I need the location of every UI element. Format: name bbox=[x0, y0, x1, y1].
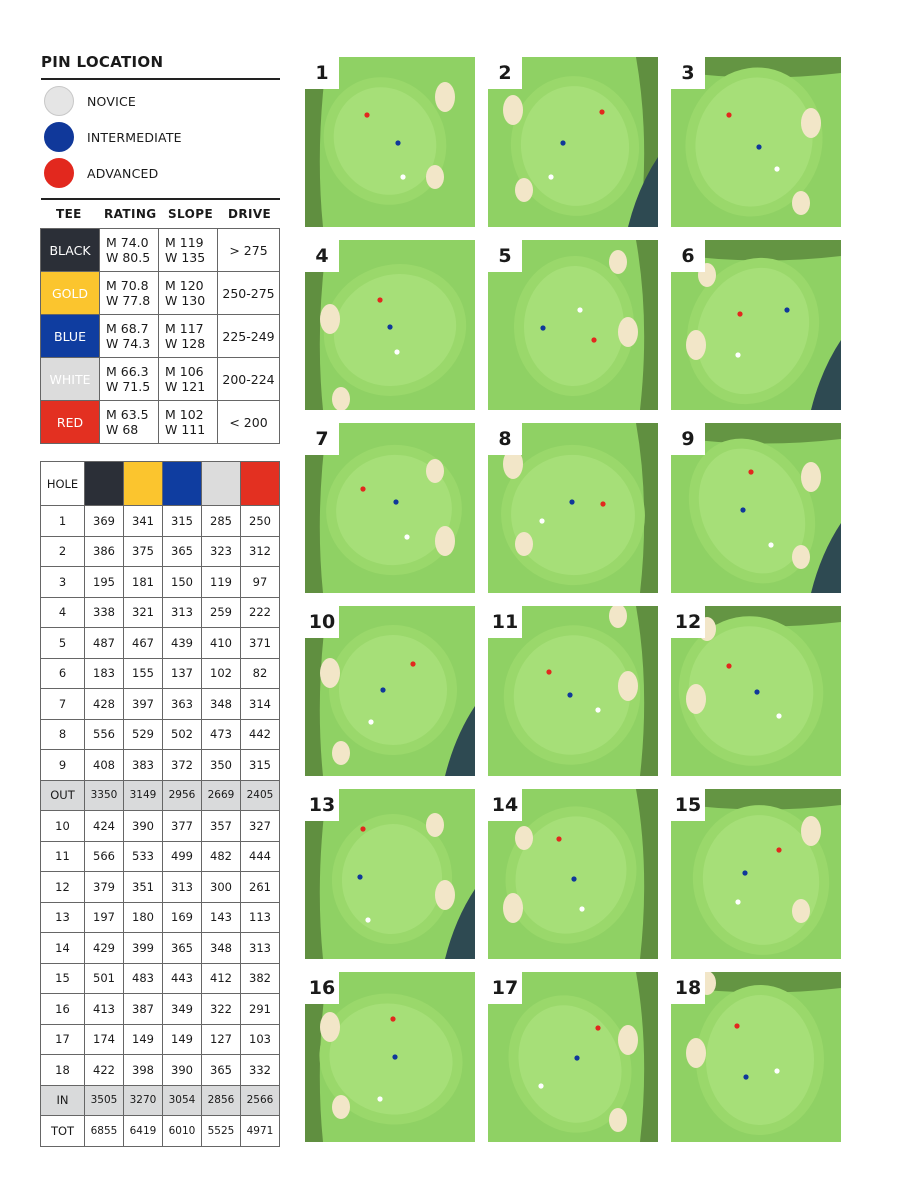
rating-header: RATING bbox=[104, 207, 157, 221]
pin-dot-icon bbox=[44, 158, 74, 188]
yardage-cell: 556 bbox=[85, 719, 124, 750]
hole-number-label: 17 bbox=[488, 972, 522, 1004]
yardage-cell: 377 bbox=[163, 811, 202, 842]
yardage-cell: 102 bbox=[202, 658, 241, 689]
slope-men: M 120 bbox=[165, 278, 204, 293]
yardage-cell: 332 bbox=[241, 1055, 280, 1086]
slope-men: M 117 bbox=[165, 321, 204, 336]
yardage-cell: 566 bbox=[85, 841, 124, 872]
yardage-cell: 261 bbox=[241, 872, 280, 903]
hole-number: 10 bbox=[41, 811, 85, 842]
rating-men: M 68.7 bbox=[106, 321, 149, 336]
rating-cell bbox=[100, 401, 159, 444]
pin-legend-label: INTERMEDIATE bbox=[87, 129, 182, 145]
yardage-cell: 3505 bbox=[85, 1085, 124, 1116]
yardage-cell: 315 bbox=[241, 750, 280, 781]
scorecard-row bbox=[41, 689, 280, 720]
yardage-cell: 315 bbox=[163, 506, 202, 537]
yardage-cell: 3350 bbox=[85, 780, 124, 811]
scorecard-row bbox=[41, 658, 280, 689]
hole-number-label: 12 bbox=[671, 606, 705, 638]
yardage-cell: 444 bbox=[241, 841, 280, 872]
yardage-cell: 375 bbox=[124, 536, 163, 567]
yardage-cell: 371 bbox=[241, 628, 280, 659]
yardage-cell: 149 bbox=[124, 1024, 163, 1055]
scorecard-row bbox=[41, 841, 280, 872]
hole-number-label: 16 bbox=[305, 972, 339, 1004]
rating-men: M 70.8 bbox=[106, 278, 149, 293]
hole-map bbox=[671, 789, 841, 959]
hole-number-label: 15 bbox=[671, 789, 705, 821]
rating-women: W 74.3 bbox=[106, 336, 151, 351]
yardage-cell: 323 bbox=[202, 536, 241, 567]
yardage-cell: 365 bbox=[163, 536, 202, 567]
scorecard-row bbox=[41, 1116, 280, 1147]
scorecard-row bbox=[41, 811, 280, 842]
slope-cell bbox=[159, 272, 218, 315]
hole-map bbox=[488, 789, 658, 959]
scorecard-row bbox=[41, 933, 280, 964]
hole-number-label: 18 bbox=[671, 972, 705, 1004]
hole-number-label: 9 bbox=[671, 423, 705, 455]
yardage-cell: 150 bbox=[163, 567, 202, 598]
tee-color-swatch bbox=[124, 462, 163, 506]
yardage-cell: 365 bbox=[163, 933, 202, 964]
tee-name: RED bbox=[41, 401, 100, 444]
divider bbox=[41, 78, 280, 80]
yardage-cell: 313 bbox=[163, 872, 202, 903]
hole-number-label: 5 bbox=[488, 240, 522, 272]
slope-men: M 106 bbox=[165, 364, 204, 379]
yardage-cell: 357 bbox=[202, 811, 241, 842]
yardage-cell: 149 bbox=[163, 1024, 202, 1055]
yardage-cell: 3054 bbox=[163, 1085, 202, 1116]
yardage-cell: 499 bbox=[163, 841, 202, 872]
yardage-cell: 424 bbox=[85, 811, 124, 842]
yardage-cell: 533 bbox=[124, 841, 163, 872]
slope-men: M 102 bbox=[165, 407, 204, 422]
yardage-cell: 372 bbox=[163, 750, 202, 781]
hole-header: HOLE bbox=[41, 462, 85, 506]
yardage-cell: 259 bbox=[202, 597, 241, 628]
yardage-cell: 348 bbox=[202, 933, 241, 964]
yardage-cell: 127 bbox=[202, 1024, 241, 1055]
yardage-cell: 382 bbox=[241, 963, 280, 994]
hole-number: 3 bbox=[41, 567, 85, 598]
hole-map bbox=[488, 972, 658, 1142]
yardage-cell: 369 bbox=[85, 506, 124, 537]
yardage-cell: 483 bbox=[124, 963, 163, 994]
hole-number-label: 13 bbox=[305, 789, 339, 821]
scorecard-row bbox=[41, 567, 280, 598]
yardage-cell: 408 bbox=[85, 750, 124, 781]
yardage-cell: 386 bbox=[85, 536, 124, 567]
yardage-cell: 529 bbox=[124, 719, 163, 750]
yardage-cell: 4971 bbox=[241, 1116, 280, 1147]
slope-women: W 111 bbox=[165, 422, 206, 437]
hole-map bbox=[305, 240, 475, 410]
hole-number-label: 6 bbox=[671, 240, 705, 272]
slope-header: SLOPE bbox=[168, 207, 214, 221]
scorecard-row bbox=[41, 872, 280, 903]
scorecard-row bbox=[41, 902, 280, 933]
yardage-cell: 2669 bbox=[202, 780, 241, 811]
slope-cell bbox=[159, 229, 218, 272]
hole-number: 17 bbox=[41, 1024, 85, 1055]
tee-color-swatch bbox=[85, 462, 124, 506]
hole-number: OUT bbox=[41, 780, 85, 811]
slope-cell bbox=[159, 401, 218, 444]
slope-men: M 119 bbox=[165, 235, 204, 250]
scorecard-row bbox=[41, 780, 280, 811]
hole-number: 5 bbox=[41, 628, 85, 659]
scorecard-table bbox=[40, 461, 280, 1147]
yardage-cell: 6855 bbox=[85, 1116, 124, 1147]
yardage-cell: 314 bbox=[241, 689, 280, 720]
tee-name: BLUE bbox=[41, 315, 100, 358]
yardage-cell: 6419 bbox=[124, 1116, 163, 1147]
hole-number: 18 bbox=[41, 1055, 85, 1086]
yardage-cell: 383 bbox=[124, 750, 163, 781]
hole-map bbox=[488, 423, 658, 593]
hole-number-label: 11 bbox=[488, 606, 522, 638]
yardage-cell: 113 bbox=[241, 902, 280, 933]
hole-number: IN bbox=[41, 1085, 85, 1116]
drive-header: DRIVE bbox=[228, 207, 272, 221]
scorecard-row bbox=[41, 506, 280, 537]
tee-ratings-table bbox=[40, 228, 280, 444]
rating-women: W 71.5 bbox=[106, 379, 151, 394]
tee-row bbox=[41, 315, 280, 358]
yardage-cell: 285 bbox=[202, 506, 241, 537]
hole-number: 8 bbox=[41, 719, 85, 750]
hole-number: 11 bbox=[41, 841, 85, 872]
scorecard-row bbox=[41, 1055, 280, 1086]
yardage-cell: 119 bbox=[202, 567, 241, 598]
scorecard-row bbox=[41, 1024, 280, 1055]
yardage-cell: 348 bbox=[202, 689, 241, 720]
tee-row bbox=[41, 401, 280, 444]
hole-number: 7 bbox=[41, 689, 85, 720]
yardage-cell: 155 bbox=[124, 658, 163, 689]
tee-color-swatch bbox=[202, 462, 241, 506]
hole-map bbox=[488, 57, 658, 227]
hole-number: 13 bbox=[41, 902, 85, 933]
yardage-cell: 250 bbox=[241, 506, 280, 537]
tee-row bbox=[41, 229, 280, 272]
hole-number: 16 bbox=[41, 994, 85, 1025]
yardage-cell: 222 bbox=[241, 597, 280, 628]
yardage-cell: 181 bbox=[124, 567, 163, 598]
hole-number: 9 bbox=[41, 750, 85, 781]
yardage-cell: 350 bbox=[202, 750, 241, 781]
scorecard-header-row bbox=[41, 462, 280, 506]
yardage-cell: 443 bbox=[163, 963, 202, 994]
yardage-cell: 429 bbox=[85, 933, 124, 964]
hole-number-label: 4 bbox=[305, 240, 339, 272]
yardage-cell: 197 bbox=[85, 902, 124, 933]
yardage-cell: 341 bbox=[124, 506, 163, 537]
yardage-cell: 2405 bbox=[241, 780, 280, 811]
rating-men: M 66.3 bbox=[106, 364, 149, 379]
yardage-cell: 3149 bbox=[124, 780, 163, 811]
hole-number: 12 bbox=[41, 872, 85, 903]
hole-map bbox=[671, 57, 841, 227]
tee-name: BLACK bbox=[41, 229, 100, 272]
yardage-cell: 399 bbox=[124, 933, 163, 964]
hole-number: 1 bbox=[41, 506, 85, 537]
hole-map bbox=[671, 972, 841, 1142]
yardage-cell: 143 bbox=[202, 902, 241, 933]
yardage-cell: 195 bbox=[85, 567, 124, 598]
yardage-cell: 473 bbox=[202, 719, 241, 750]
slope-women: W 135 bbox=[165, 250, 206, 265]
tee-color-swatch bbox=[241, 462, 280, 506]
rating-cell bbox=[100, 272, 159, 315]
yardage-cell: 379 bbox=[85, 872, 124, 903]
hole-number: 15 bbox=[41, 963, 85, 994]
drive-cell: 250-275 bbox=[218, 272, 280, 315]
hole-number: TOT bbox=[41, 1116, 85, 1147]
hole-number-label: 3 bbox=[671, 57, 705, 89]
hole-number: 14 bbox=[41, 933, 85, 964]
yardage-cell: 349 bbox=[163, 994, 202, 1025]
yardage-cell: 422 bbox=[85, 1055, 124, 1086]
hole-map bbox=[671, 606, 841, 776]
yardage-cell: 502 bbox=[163, 719, 202, 750]
yardage-cell: 103 bbox=[241, 1024, 280, 1055]
slope-women: W 128 bbox=[165, 336, 206, 351]
pin-legend-item bbox=[44, 86, 136, 116]
pin-legend-label: ADVANCED bbox=[87, 165, 159, 181]
hole-map bbox=[671, 423, 841, 593]
hole-map bbox=[488, 606, 658, 776]
hole-number: 2 bbox=[41, 536, 85, 567]
rating-cell bbox=[100, 315, 159, 358]
yardage-cell: 174 bbox=[85, 1024, 124, 1055]
tee-row bbox=[41, 272, 280, 315]
drive-cell: > 275 bbox=[218, 229, 280, 272]
hole-number: 4 bbox=[41, 597, 85, 628]
rating-women: W 68 bbox=[106, 422, 139, 437]
yardage-cell: 365 bbox=[202, 1055, 241, 1086]
pin-legend-item bbox=[44, 122, 182, 152]
yardage-cell: 169 bbox=[163, 902, 202, 933]
yardage-cell: 97 bbox=[241, 567, 280, 598]
yardage-cell: 3270 bbox=[124, 1085, 163, 1116]
yardage-cell: 428 bbox=[85, 689, 124, 720]
yardage-cell: 300 bbox=[202, 872, 241, 903]
yardage-cell: 321 bbox=[124, 597, 163, 628]
scorecard-row bbox=[41, 994, 280, 1025]
hole-map bbox=[305, 423, 475, 593]
yardage-cell: 2566 bbox=[241, 1085, 280, 1116]
yardage-cell: 442 bbox=[241, 719, 280, 750]
hole-number-label: 1 bbox=[305, 57, 339, 89]
yardage-cell: 82 bbox=[241, 658, 280, 689]
yardage-cell: 2856 bbox=[202, 1085, 241, 1116]
yardage-cell: 397 bbox=[124, 689, 163, 720]
yardage-cell: 351 bbox=[124, 872, 163, 903]
hole-number-label: 10 bbox=[305, 606, 339, 638]
scorecard-row bbox=[41, 1085, 280, 1116]
tee-name: GOLD bbox=[41, 272, 100, 315]
pin-legend-item bbox=[44, 158, 158, 188]
pin-location-title: PIN LOCATION bbox=[41, 53, 164, 71]
yardage-cell: 6010 bbox=[163, 1116, 202, 1147]
hole-number: 6 bbox=[41, 658, 85, 689]
yardage-cell: 387 bbox=[124, 994, 163, 1025]
hole-map bbox=[305, 606, 475, 776]
tee-name: WHITE bbox=[41, 358, 100, 401]
scorecard-row bbox=[41, 536, 280, 567]
rating-cell bbox=[100, 358, 159, 401]
yardage-cell: 313 bbox=[163, 597, 202, 628]
hole-number-label: 8 bbox=[488, 423, 522, 455]
yardage-cell: 322 bbox=[202, 994, 241, 1025]
rating-men: M 74.0 bbox=[106, 235, 149, 250]
hole-map bbox=[305, 789, 475, 959]
rating-men: M 63.5 bbox=[106, 407, 149, 422]
yardage-cell: 467 bbox=[124, 628, 163, 659]
yardage-cell: 363 bbox=[163, 689, 202, 720]
yardage-cell: 2956 bbox=[163, 780, 202, 811]
scorecard-row bbox=[41, 719, 280, 750]
yardage-cell: 137 bbox=[163, 658, 202, 689]
yardage-cell: 338 bbox=[85, 597, 124, 628]
yardage-cell: 413 bbox=[85, 994, 124, 1025]
pin-dot-icon bbox=[44, 122, 74, 152]
slope-women: W 130 bbox=[165, 293, 206, 308]
yardage-cell: 291 bbox=[241, 994, 280, 1025]
yardage-cell: 501 bbox=[85, 963, 124, 994]
yardage-cell: 390 bbox=[163, 1055, 202, 1086]
hole-map bbox=[305, 972, 475, 1142]
yardage-cell: 5525 bbox=[202, 1116, 241, 1147]
yardage-cell: 487 bbox=[85, 628, 124, 659]
yardage-cell: 390 bbox=[124, 811, 163, 842]
yardage-cell: 482 bbox=[202, 841, 241, 872]
yardage-cell: 412 bbox=[202, 963, 241, 994]
scorecard-row bbox=[41, 750, 280, 781]
pin-legend-label: NOVICE bbox=[87, 93, 137, 109]
tee-header: TEE bbox=[56, 207, 82, 221]
slope-women: W 121 bbox=[165, 379, 206, 394]
yardage-cell: 183 bbox=[85, 658, 124, 689]
scorecard-row bbox=[41, 963, 280, 994]
tee-color-swatch bbox=[163, 462, 202, 506]
slope-cell bbox=[159, 315, 218, 358]
rating-cell bbox=[100, 229, 159, 272]
scorecard-row bbox=[41, 628, 280, 659]
drive-cell: 225-249 bbox=[218, 315, 280, 358]
yardage-cell: 439 bbox=[163, 628, 202, 659]
divider bbox=[41, 198, 280, 200]
tee-row bbox=[41, 358, 280, 401]
hole-map bbox=[671, 240, 841, 410]
pin-dot-icon bbox=[44, 86, 74, 116]
scorecard-row bbox=[41, 597, 280, 628]
hole-number-label: 14 bbox=[488, 789, 522, 821]
slope-cell bbox=[159, 358, 218, 401]
hole-map bbox=[488, 240, 658, 410]
rating-women: W 80.5 bbox=[106, 250, 151, 265]
yardage-cell: 410 bbox=[202, 628, 241, 659]
drive-cell: 200-224 bbox=[218, 358, 280, 401]
hole-map bbox=[305, 57, 475, 227]
hole-number-label: 7 bbox=[305, 423, 339, 455]
hole-number-label: 2 bbox=[488, 57, 522, 89]
yardage-cell: 398 bbox=[124, 1055, 163, 1086]
yardage-cell: 327 bbox=[241, 811, 280, 842]
drive-cell: < 200 bbox=[218, 401, 280, 444]
yardage-cell: 180 bbox=[124, 902, 163, 933]
rating-women: W 77.8 bbox=[106, 293, 151, 308]
yardage-cell: 313 bbox=[241, 933, 280, 964]
yardage-cell: 312 bbox=[241, 536, 280, 567]
